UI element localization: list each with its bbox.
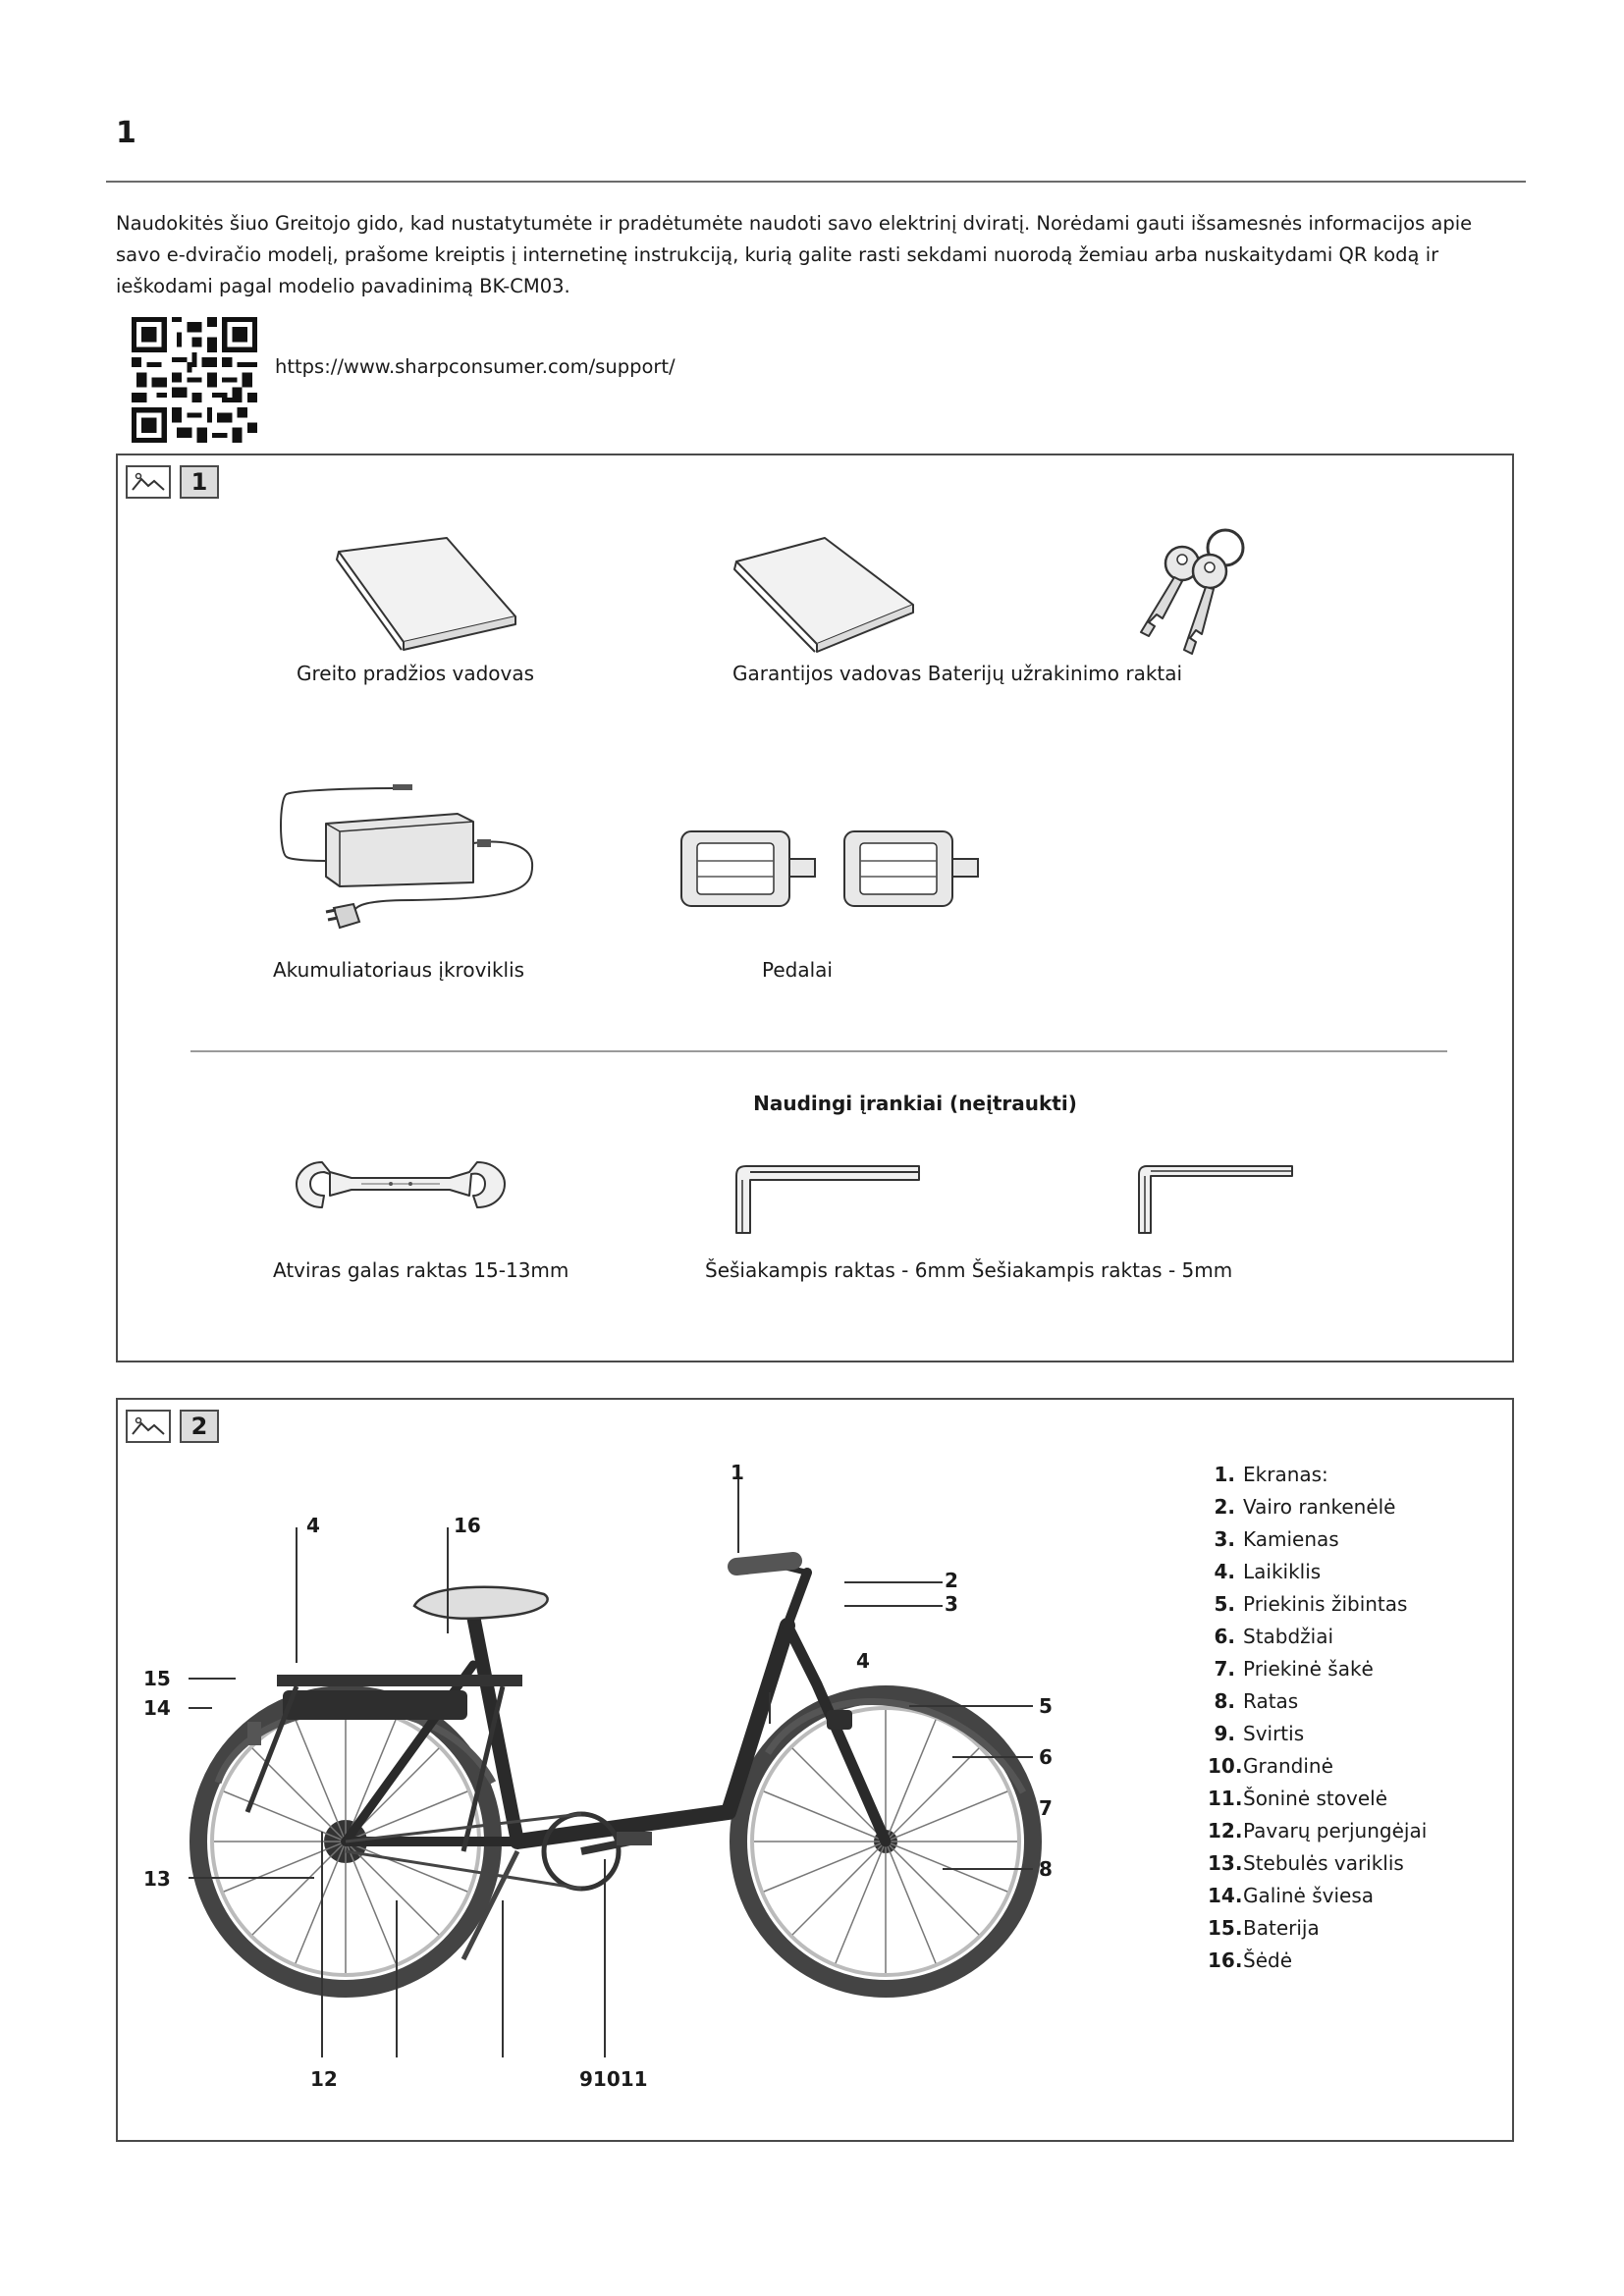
pedals-icon — [677, 824, 1001, 922]
image-icon — [126, 465, 171, 499]
callout-91011: 91011 — [579, 2067, 648, 2091]
legend-item: 15. Baterija — [1208, 1916, 1320, 1940]
support-url-link[interactable]: https://www.sharpconsumer.com/support/ — [275, 355, 676, 378]
callout-13: 13 — [143, 1867, 171, 1891]
wrench-caption: Atviras galas raktas 15-13mm — [273, 1258, 569, 1282]
battery-keys-icon — [1119, 524, 1276, 671]
legend-item: 4. Laikiklis — [1214, 1560, 1322, 1583]
pedals-caption: Pedalai — [762, 958, 833, 982]
tools-heading: Naudingi įrankiai (neįtraukti) — [753, 1092, 1077, 1115]
page-number: 1 — [116, 116, 136, 150]
legend-item: 11. Šoninė stovelė — [1208, 1787, 1388, 1810]
callout-12: 12 — [310, 2067, 338, 2091]
quick-guide-caption: Greito pradžios vadovas — [297, 662, 535, 685]
figure-badge-1 — [126, 465, 219, 499]
callout-5: 5 — [1039, 1694, 1053, 1718]
callout-15: 15 — [143, 1667, 171, 1690]
legend-item: 10. Grandinė — [1208, 1754, 1333, 1778]
legend-item: 16. Šėdė — [1208, 1949, 1292, 1972]
quick-guide-booklet-icon — [299, 534, 525, 662]
legend-item: 12. Pavarų perjungėjai — [1208, 1819, 1428, 1842]
callout-3: 3 — [945, 1592, 958, 1616]
open-end-wrench-icon — [293, 1150, 509, 1219]
legend-item: 3. Kamienas — [1214, 1527, 1339, 1551]
warranty-keys-caption: Garantijos vadovas Baterijų užrakinimo raktai — [732, 662, 1183, 685]
battery-charger-icon — [265, 784, 550, 941]
parts-legend — [1208, 1463, 1427, 1981]
figure-number: 1 — [180, 465, 219, 499]
callout-2: 2 — [945, 1569, 958, 1592]
figure-number: 2 — [180, 1410, 219, 1443]
legend-item: 13. Stebulės variklis — [1208, 1851, 1404, 1875]
hex-key-5mm-icon — [1135, 1162, 1302, 1241]
hex-keys-caption: Šešiakampis raktas - 6mm Šešiakampis raktas - 5mm — [705, 1258, 1233, 1282]
intro-paragraph: Naudokitės šiuo Greitojo gido, kad nustatytumėte ir pradėtumėte naudoti savo elektrinį dviratį. Norėdami gauti išsamesnės informacijos apie savo e-dviračio modelį, prašome kreiptis į internetinę instrukciją, kurią galite rasti sekdami nuorodą žemiau arba nuskaitydami QR kodą ir ieškodami pagal modelio pavadinimą BK-CM03. — [116, 212, 1473, 297]
brand-logo: SHARP — [667, 1671, 729, 1766]
legend-item: 7. Priekinė šakė — [1214, 1657, 1374, 1681]
bike-parts-panel — [116, 1398, 1514, 2142]
callout-14: 14 — [143, 1696, 171, 1720]
callout-4-rack: 4 — [306, 1514, 320, 1537]
package-contents-panel — [116, 454, 1514, 1362]
legend-item: 14. Galinė šviesa — [1208, 1884, 1374, 1907]
callout-7: 7 — [1039, 1796, 1053, 1820]
legend-item: 6. Stabdžiai — [1214, 1625, 1334, 1648]
hex-key-6mm-icon — [732, 1162, 929, 1241]
legend-item: 1. Ekranas: — [1214, 1463, 1328, 1486]
callout-6: 6 — [1039, 1745, 1053, 1769]
legend-item: 9. Svirtis — [1214, 1722, 1305, 1745]
charger-caption: Akumuliatoriaus įkroviklis — [273, 958, 525, 982]
legend-item: 8. Ratas — [1214, 1689, 1299, 1713]
legend-item: 5. Priekinis žibintas — [1214, 1592, 1408, 1616]
callout-4-stem: 4 — [856, 1649, 870, 1673]
section-divider — [190, 1050, 1447, 1052]
header-divider — [106, 181, 1526, 183]
legend-item: 2. Vairo rankenėlė — [1214, 1495, 1396, 1519]
callout-1: 1 — [731, 1461, 744, 1484]
callout-16: 16 — [454, 1514, 481, 1537]
callout-8: 8 — [1039, 1857, 1053, 1881]
warranty-booklet-icon — [707, 534, 933, 662]
qr-code-icon[interactable] — [132, 317, 257, 443]
